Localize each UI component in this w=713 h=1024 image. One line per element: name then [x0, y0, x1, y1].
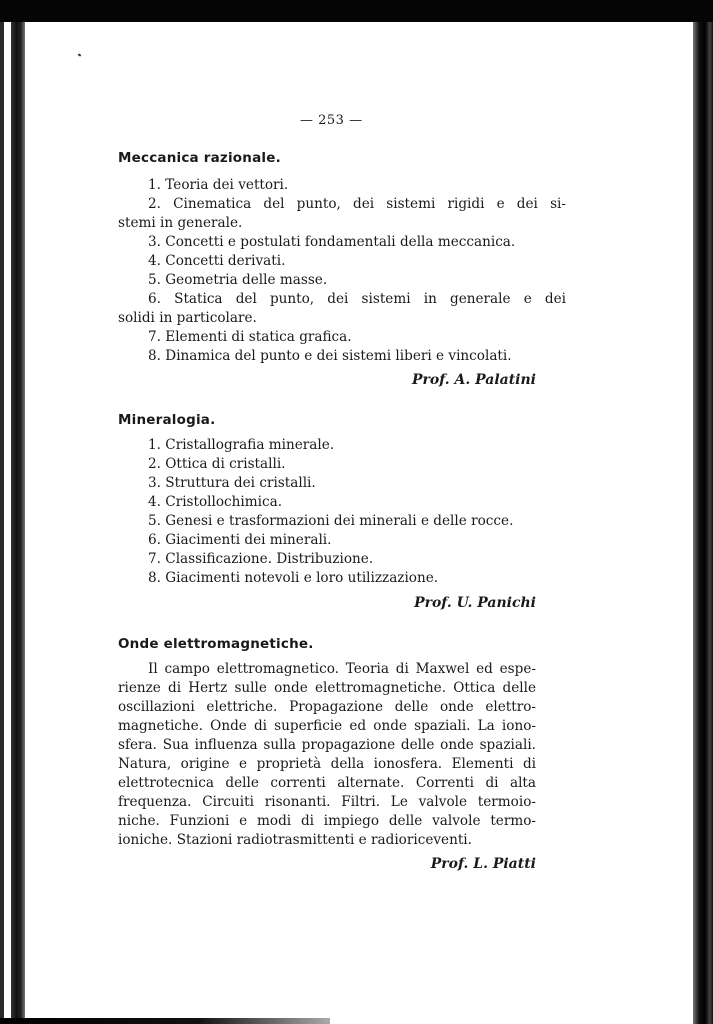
scan-left-margin — [0, 22, 4, 1024]
list-item: 3. Concetti e postulati fondamentali della meccanica. — [148, 234, 516, 250]
paragraph-line: niche. Funzioni e modi di impiego delle valvole termo- — [118, 813, 536, 829]
paragraph-line: magnetiche. Onde di superficie ed onde spaziali. La iono- — [118, 718, 536, 734]
scan-top-border — [0, 0, 713, 22]
section-title-meccanica: Meccanica razionale. — [118, 150, 281, 166]
list-item: 7. Classificazione. Distribuzione. — [148, 551, 374, 567]
paragraph-line: ioniche. Stazioni radiotrasmittenti e radioriceventi. — [118, 832, 472, 848]
list-item: 5. Geometria delle masse. — [148, 272, 328, 288]
list-item: 1. Cristallografia minerale. — [148, 437, 335, 453]
scan-bottom-shadow — [0, 1018, 330, 1024]
signature-piatti: Prof. L. Piatti — [430, 856, 536, 872]
scan-speck — [78, 53, 82, 56]
list-item: 3. Struttura dei cristalli. — [148, 475, 316, 491]
book-binding-shadow — [11, 22, 25, 1024]
list-item: 6. Statica del punto, dei sistemi in generale e dei — [148, 291, 566, 307]
page-number: — 253 — — [300, 113, 363, 128]
list-item: 2. Cinematica del punto, dei sistemi rigidi e dei si- — [148, 196, 566, 212]
signature-panichi: Prof. U. Panichi — [414, 595, 536, 611]
scan-right-border — [693, 22, 713, 1024]
paragraph-line: Il campo elettromagnetico. Teoria di Maxwel ed espe- — [148, 661, 536, 677]
list-item: 7. Elementi di statica grafica. — [148, 329, 352, 345]
list-item: 4. Concetti derivati. — [148, 253, 286, 269]
list-item: 8. Dinamica del punto e dei sistemi liberi e vincolati. — [148, 348, 512, 364]
paragraph-line: oscillazioni elettriche. Propagazione delle onde elettro- — [118, 699, 536, 715]
paragraph-line: elettrotecnica delle correnti alternate. Correnti di alta — [118, 775, 536, 791]
paragraph-line: Natura, origine e proprietà della ionosfera. Elementi di — [118, 756, 536, 772]
paragraph-line: frequenza. Circuiti risonanti. Filtri. Le valvole termoio- — [118, 794, 536, 810]
list-item-continuation: solidi in particolare. — [118, 310, 257, 326]
list-item: 1. Teoria dei vettori. — [148, 177, 289, 193]
list-item: 4. Cristollochimica. — [148, 494, 283, 510]
section-paragraph — [118, 660, 536, 850]
list-item: 8. Giacimenti notevoli e loro utilizzazione. — [148, 570, 439, 586]
list-item: 5. Genesi e trasformazioni dei minerali e delle rocce. — [148, 513, 514, 529]
section-title-onde: Onde elettromagnetiche. — [118, 636, 314, 652]
list-item: 2. Ottica di cristalli. — [148, 456, 286, 472]
list-item-continuation: stemi in generale. — [118, 215, 243, 231]
paragraph-line: rienze di Hertz sulle onde elettromagnetiche. Ottica delle — [118, 680, 536, 696]
paragraph-line: sfera. Sua influenza sulla propagazione delle onde spaziali. — [118, 737, 536, 753]
signature-palatini: Prof. A. Palatini — [411, 372, 536, 388]
list-item: 6. Giacimenti dei minerali. — [148, 532, 332, 548]
section-title-mineralogia: Mineralogia. — [118, 412, 216, 428]
